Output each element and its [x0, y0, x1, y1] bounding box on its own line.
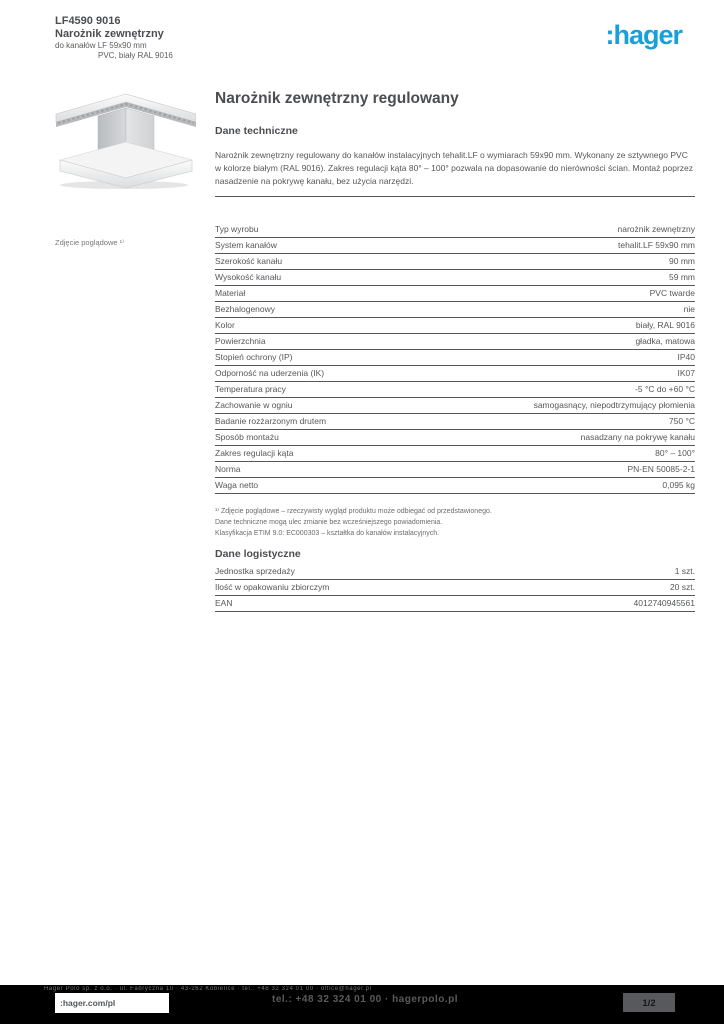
spec-label: Ilość w opakowaniu zbiorczym: [215, 582, 330, 592]
spec-label: Sposób montażu: [215, 432, 279, 442]
table-row: [215, 286, 695, 302]
table-row: [215, 398, 695, 414]
spec-label: Bezhalogenowy: [215, 304, 276, 314]
product-reference: LF4590 9016: [55, 15, 121, 27]
table-row: [215, 596, 695, 612]
table-row: [215, 580, 695, 596]
spec-value: 0,095 kg: [662, 480, 695, 490]
page-number: 1/2: [642, 998, 656, 1009]
spec-value: nasadzany na pokrywę kanału: [580, 432, 695, 442]
website-link-label[interactable]: :hager.com/pl: [60, 998, 116, 1008]
spec-value: nie: [683, 304, 695, 314]
spec-value: 750 °C: [668, 416, 695, 426]
hager-logo: :hager: [605, 20, 682, 50]
spec-label: Materiał: [215, 288, 246, 298]
table-row: [215, 302, 695, 318]
spec-value: 59 mm: [669, 272, 695, 282]
logistics-data-table: [215, 564, 695, 612]
spec-label: Stopień ochrony (IP): [215, 352, 293, 362]
section-heading-logistics: Dane logistyczne: [215, 548, 301, 560]
footer-contact-line: tel.: +48 32 324 01 00 · hagerpolo.pl: [272, 994, 459, 1005]
spec-label: Jednostka sprzedaży: [215, 566, 295, 576]
spec-label: Zakres regulacji kąta: [215, 448, 294, 458]
table-row: [215, 334, 695, 350]
product-detail-line: do kanałów LF 59x90 mm: [55, 41, 147, 50]
footnote-line: Dane techniczne mogą ulec zmianie bez wcześniejszego powiadomienia.: [215, 519, 443, 526]
spec-value: PVC twarde: [649, 288, 695, 298]
spec-value: samogasnący, niepodtrzymujący płomienia: [533, 400, 695, 410]
spec-value: 80° – 100°: [655, 448, 695, 458]
table-row: [215, 270, 695, 286]
spec-value: narożnik zewnętrzny: [617, 224, 695, 234]
footnote-line: ¹⁾ Zdjęcie poglądowe – rzeczywisty wygląd produktu może odbiegać od przedstawionego.: [215, 508, 492, 515]
spec-label: Badanie rozżarzonym drutem: [215, 416, 327, 426]
spec-value: gładka, matowa: [635, 336, 695, 346]
table-row: [215, 350, 695, 366]
spec-label: System kanałów: [215, 240, 277, 250]
spec-value: 4012740945561: [633, 598, 695, 608]
table-row: [215, 238, 695, 254]
table-row: [215, 414, 695, 430]
table-row: [215, 222, 695, 238]
spec-value: 90 mm: [669, 256, 695, 266]
spec-label: Odporność na uderzenia (IK): [215, 368, 325, 378]
company-address-line: Hager Polo sp. z o.o. · ul. Fabryczna 10 · 43-262 Kobielice · tel.: +48 32 324 01 00 · office@hager.pl: [44, 986, 372, 992]
table-row: [215, 318, 695, 334]
spec-value: -5 °C do +60 °C: [635, 384, 695, 394]
spec-label: Norma: [215, 464, 241, 474]
table-row: [215, 462, 695, 478]
spec-label: Zachowanie w ogniu: [215, 400, 293, 410]
spec-label: Typ wyrobu: [215, 224, 259, 234]
spec-value: PN-EN 50085-2-1: [627, 464, 695, 474]
spec-label: Temperatura pracy: [215, 384, 286, 394]
technical-data-table: [215, 222, 695, 494]
footer-band: [0, 985, 724, 1024]
product-detail-line: PVC, biały RAL 9016: [98, 51, 173, 60]
table-row: [215, 382, 695, 398]
spec-value: 1 szt.: [674, 566, 695, 576]
product-name: Narożnik zewnętrzny: [55, 28, 164, 40]
spec-value: IP40: [677, 352, 695, 362]
image-caption: Zdjęcie poglądowe ¹⁾: [55, 238, 124, 247]
spec-label: Wysokość kanału: [215, 272, 282, 282]
website-link-box[interactable]: [55, 993, 169, 1013]
table-row: [215, 564, 695, 580]
spec-value: biały, RAL 9016: [635, 320, 695, 330]
product-description: Narożnik zewnętrzny regulowany do kanałów instalacyjnych tehalit.LF o wymiarach 59x90 mm. Wykonany ze sztywnego PVC w kolorze białym (RAL 9016). Zakres regulacji kąta 80° – 100° pozwala na dopasowanie do nierówności ścian. Montaż poprzez nasadzenie na pokrywę kanału, bez użycia narzędzi.: [215, 149, 695, 197]
footnotes-block: [215, 506, 695, 539]
table-row: [215, 478, 695, 494]
table-row: [215, 430, 695, 446]
spec-label: Kolor: [215, 320, 235, 330]
footnote-line: Klasyfikacja ETIM 9.0: EC000303 – kształtka do kanałów instalacyjnych.: [215, 530, 440, 537]
table-row: [215, 446, 695, 462]
spec-label: Waga netto: [215, 480, 259, 490]
spec-value: 20 szt.: [669, 582, 695, 592]
spec-label: EAN: [215, 598, 233, 608]
spec-value: IK07: [677, 368, 695, 378]
header-block: [55, 15, 173, 61]
spec-label: Powierzchnia: [215, 336, 266, 346]
section-heading-technical: Dane techniczne: [215, 125, 298, 137]
spec-value: tehalit.LF 59x90 mm: [617, 240, 695, 250]
table-row: [215, 254, 695, 270]
spec-label: Szerokość kanału: [215, 256, 283, 266]
product-photo: [52, 86, 196, 190]
page-title: Narożnik zewnętrzny regulowany: [215, 90, 459, 107]
table-row: [215, 366, 695, 382]
page-number-badge: [623, 993, 675, 1012]
